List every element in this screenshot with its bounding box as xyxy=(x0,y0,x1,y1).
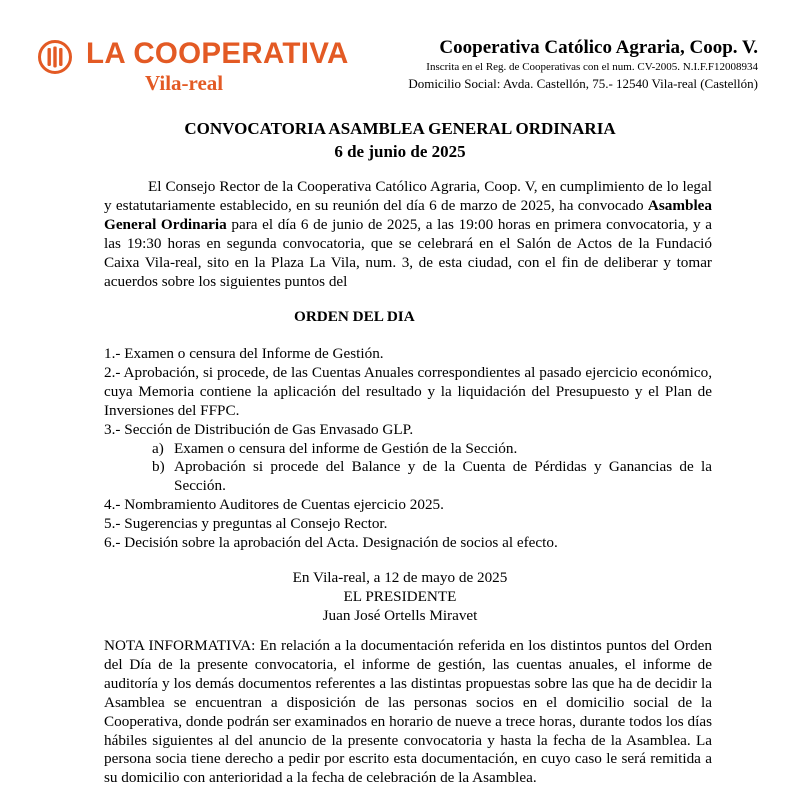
agenda-item-5: 5.- Sugerencias y preguntas al Consejo Rector. xyxy=(104,515,388,533)
agenda-heading: ORDEN DEL DIA xyxy=(294,308,415,325)
subitem-a-letter: a) xyxy=(152,439,164,457)
letterhead xyxy=(408,36,758,92)
registered-address: Domicilio Social: Avda. Castellón, 75.- 12540 Vila-real (Castellón) xyxy=(408,76,758,91)
agenda-subitem-a xyxy=(104,440,712,459)
agenda-subitem-b xyxy=(104,458,712,496)
cooperativa-logo xyxy=(38,37,349,98)
signature-place-date: En Vila-real, a 12 de mayo de 2025 xyxy=(292,569,508,586)
agenda-item-6: 6.- Decisión sobre la aprobación del Acta. Designación de socios al efecto. xyxy=(104,534,558,552)
document-title xyxy=(0,117,800,163)
signature-role: EL PRESIDENTE xyxy=(343,588,457,605)
cooperativa-emblem-icon xyxy=(38,40,72,74)
agenda-list xyxy=(104,345,712,553)
title-line-1: CONVOCATORIA ASAMBLEA GENERAL ORDINARIA xyxy=(184,119,616,138)
subitem-a-text: Examen o censura del informe de Gestión de la Sección. xyxy=(174,439,518,457)
intro-text-start: El Consejo Rector de la Cooperativa Católico Agraria, Coop. V, en cumplimiento de lo legal y estatutariamente establecido, en su reunión del día 6 de marzo de 2025, ha convocado xyxy=(104,178,712,214)
agenda-item-1: 1.- Examen o censura del Informe de Gestión. xyxy=(104,345,384,362)
subitem-b-text: Aprobación si procede del Balance y de la Cuenta de Pérdidas y Ganancias de la Sección. xyxy=(174,458,712,495)
title-date: 6 de junio de 2025 xyxy=(334,142,466,161)
signature-block xyxy=(0,568,800,625)
signature-name: Juan José Ortells Miravet xyxy=(322,607,478,624)
agenda-item-4: 4.- Nombramiento Auditores de Cuentas ejercicio 2025. xyxy=(104,496,444,514)
subitem-b-letter: b) xyxy=(152,458,165,476)
intro-text-end: para el día 6 de junio de 2025, a las 19:00 horas en primera convocatoria, y a las 19:30 horas en segunda convocatoria, que se celebrará en el Salón de Actos de la Fundació Caixa Vila-real, sito en la Plaza La Vila, num. 3, de esta ciudad, con el fin de deliberar y tomar acuerdos sobre los siguientes puntos del xyxy=(104,215,712,290)
intro-bold-text: Asamblea General Ordinaria xyxy=(104,196,712,233)
cooperative-name: Cooperativa Católico Agraria, Coop. V. xyxy=(439,37,758,58)
registry-info: Inscrita en el Reg. de Cooperativas con el num. CV-2005. N.I.F.F12008934 xyxy=(426,61,758,73)
informative-note: NOTA INFORMATIVA: En relación a la documentación referida en los distintos puntos del Orden del Día de la presente convocatoria, el informe de gestión, las cuentas anuales, el informe de auditoría y los demás documentos referentes a las distintas propuestas sobre las que ha de decidir la Asamblea se encuentran a disposición de las personas socios en el domicilio social de la Cooperativa, donde podrán ser examinados en horario de nueve a trece horas, durante todos los días hábiles siguientes al del anuncio de la presente convocatoria y hasta la fecha de la Asamblea. La persona socia tiene derecho a pedir por escrito esta documentación, en cuyo caso le será remitida a su domicilio con anterioridad a la fecha de celebración de la Asamblea. xyxy=(104,637,712,787)
agenda-item-2: 2.- Aprobación, si procede, de las Cuentas Anuales correspondientes al pasado ejercicio económico, cuya Memoria contiene la aplicación del resultado y la liquidación del Presupuesto y el Plan de Inversiones del FFPC. xyxy=(104,363,712,419)
agenda-item-3: 3.- Sección de Distribución de Gas Envasado GLP. xyxy=(104,420,414,438)
logo-name: LA COOPERATIVA xyxy=(86,37,349,70)
logo-city: Vila-real xyxy=(145,71,224,95)
intro-paragraph xyxy=(104,178,712,291)
